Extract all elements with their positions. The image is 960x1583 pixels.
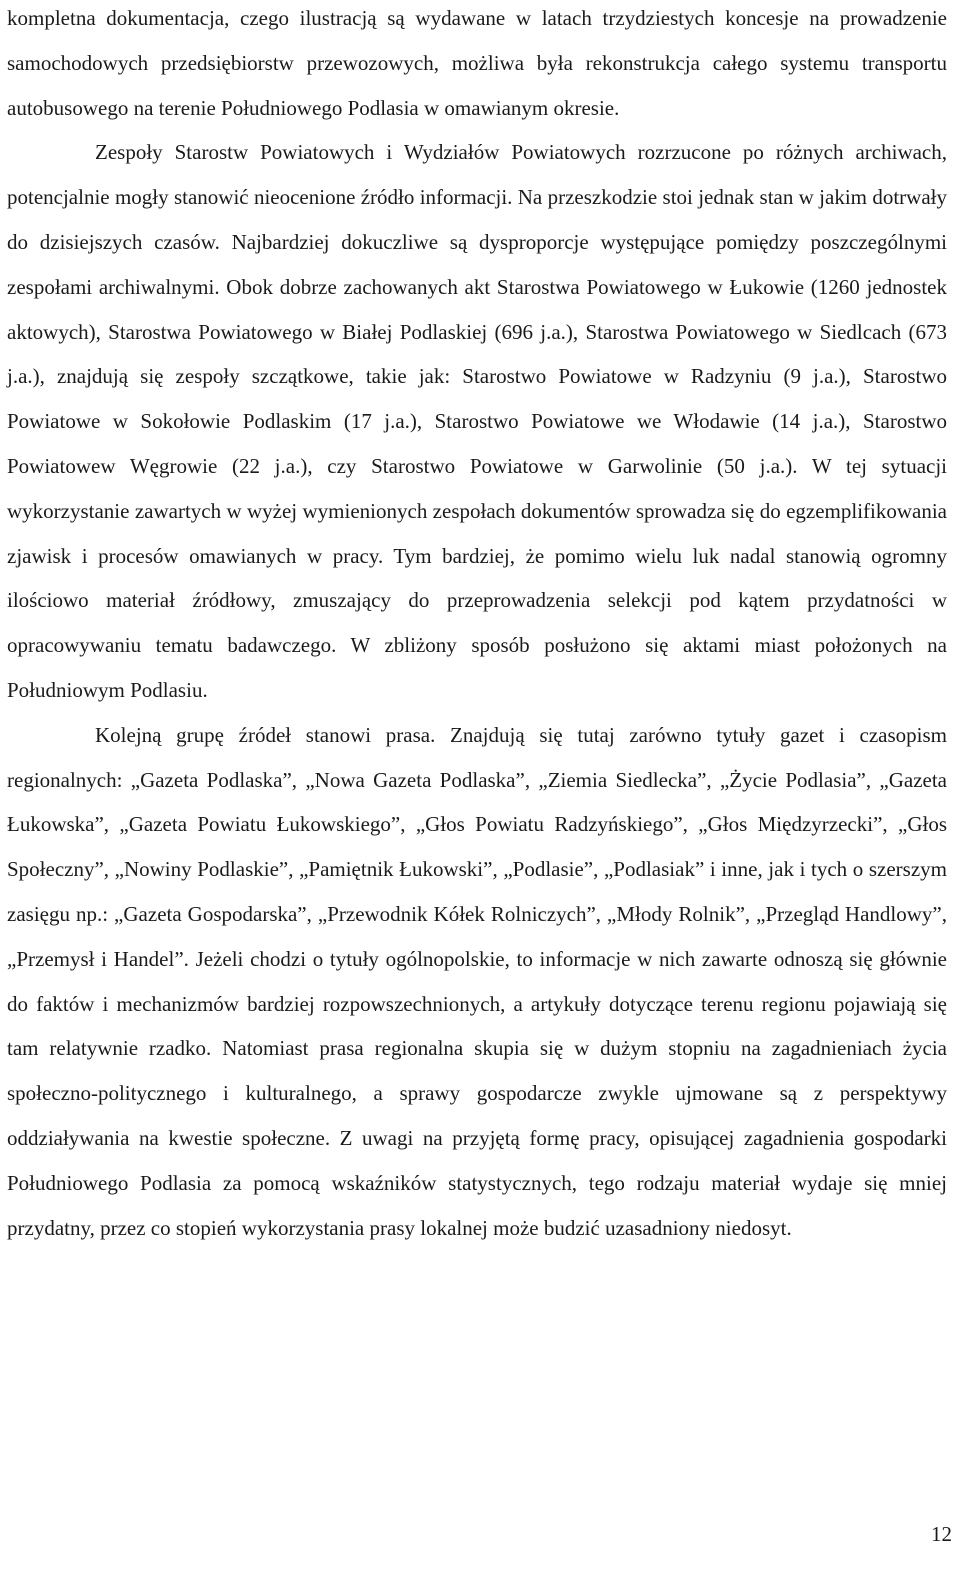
body-text: [7, 0, 947, 1250]
paragraph-press: Kolejną grupę źródeł stanowi prasa. Znajdują się tutaj zarówno tytuły gazet i czasopism regionalnych: „Gazeta Podlaska”, „Nowa Gazeta Podlaska”, „Ziemia Siedlecka”, „Życie Podlasia”, „Gazeta Łukowska”, „Gazeta Powiatu Łukowskiego”, „Głos Powiatu Radzyńskiego”, „Głos Międzyrzecki”, „Głos Społeczny”, „Nowiny Podlaskie”, „Pamiętnik Łukowski”, „Podlasie”, „Podlasiak” i inne, jak i tych o szerszym zasięgu np.: „Gazeta Gospodarska”, „Przewodnik Kółek Rolniczych”, „Młody Rolnik”, „Przegląd Handlowy”, „Przemysł i Handel”. Jeżeli chodzi o tytuły ogólnopolskie, to informacje w nich zawarte odnoszą się głównie do faktów i mechanizmów bardziej rozpowszechnionych, a artykuły dotyczące terenu regionu pojawiają się tam relatywnie rzadko. Natomiast prasa regionalna skupia się w dużym stopniu na zagadnieniach życia społeczno-politycznego i kulturalnego, a sprawy gospodarcze zwykle ujmowane są z perspektywy oddziaływania na kwestie społeczne. Z uwagi na przyjętą formę pracy, opisującej zagadnienia gospodarki Południowego Podlasia za pomocą wskaźników statystycznych, tego rodzaju materiał wydaje się mniej przydatny, przez co stopień wykorzystania prasy lokalnej może budzić uzasadniony niedosyt.: [7, 722, 947, 1240]
paragraph-archives: Zespoły Starostw Powiatowych i Wydziałów Powiatowych rozrzucone po różnych archiwach, potencjalnie mogły stanowić nieocenione źródło informacji. Na przeszkodzie stoi jednak stan w jakim dotrwały do dzisiejszych czasów. Najbardziej dokuczliwe są dysproporcje występujące pomiędzy poszczególnymi zespołami archiwalnymi. Obok dobrze zachowanych akt Starostwa Powiatowego w Łukowie (1260 jednostek aktowych), Starostwa Powiatowego w Białej Podlaskiej (696 j.a.), Starostwa Powiatowego w Siedlcach (673 j.a.), znajdują się zespoły szczątkowe, takie jak: Starostwo Powiatowe w Radzyniu (9 j.a.), Starostwo Powiatowe w Sokołowie Podlaskim (17 j.a.), Starostwo Powiatowe we Włodawie (14 j.a.), Starostwo Powiatowew Węgrowie (22 j.a.), czy Starostwo Powiatowe w Garwolinie (50 j.a.). W tej sytuacji wykorzystanie zawartych w wyżej wymienionych zespołach dokumentów sprowadza się do egzemplifikowania zjawisk i procesów omawianych w pracy. Tym bardziej, że pomimo wielu luk nadal stanowią ogromny ilościowo materiał źródłowy, zmuszający do przeprowadzenia selekcji pod kątem przydatności w opracowywaniu tematu badawczego. W zbliżony sposób posłużono się aktami miast położonych na Południowym Podlasiu.: [7, 140, 947, 702]
page-number: 12: [931, 1522, 952, 1546]
paragraph-continuation: kompletna dokumentacja, czego ilustracją są wydawane w latach trzydziestych koncesje na prowadzenie samochodowych przedsiębiorstw przewozowych, możliwa była rekonstrukcja całego systemu transportu autobusowego na terenie Południowego Podlasia w omawianym okresie.: [7, 6, 947, 120]
